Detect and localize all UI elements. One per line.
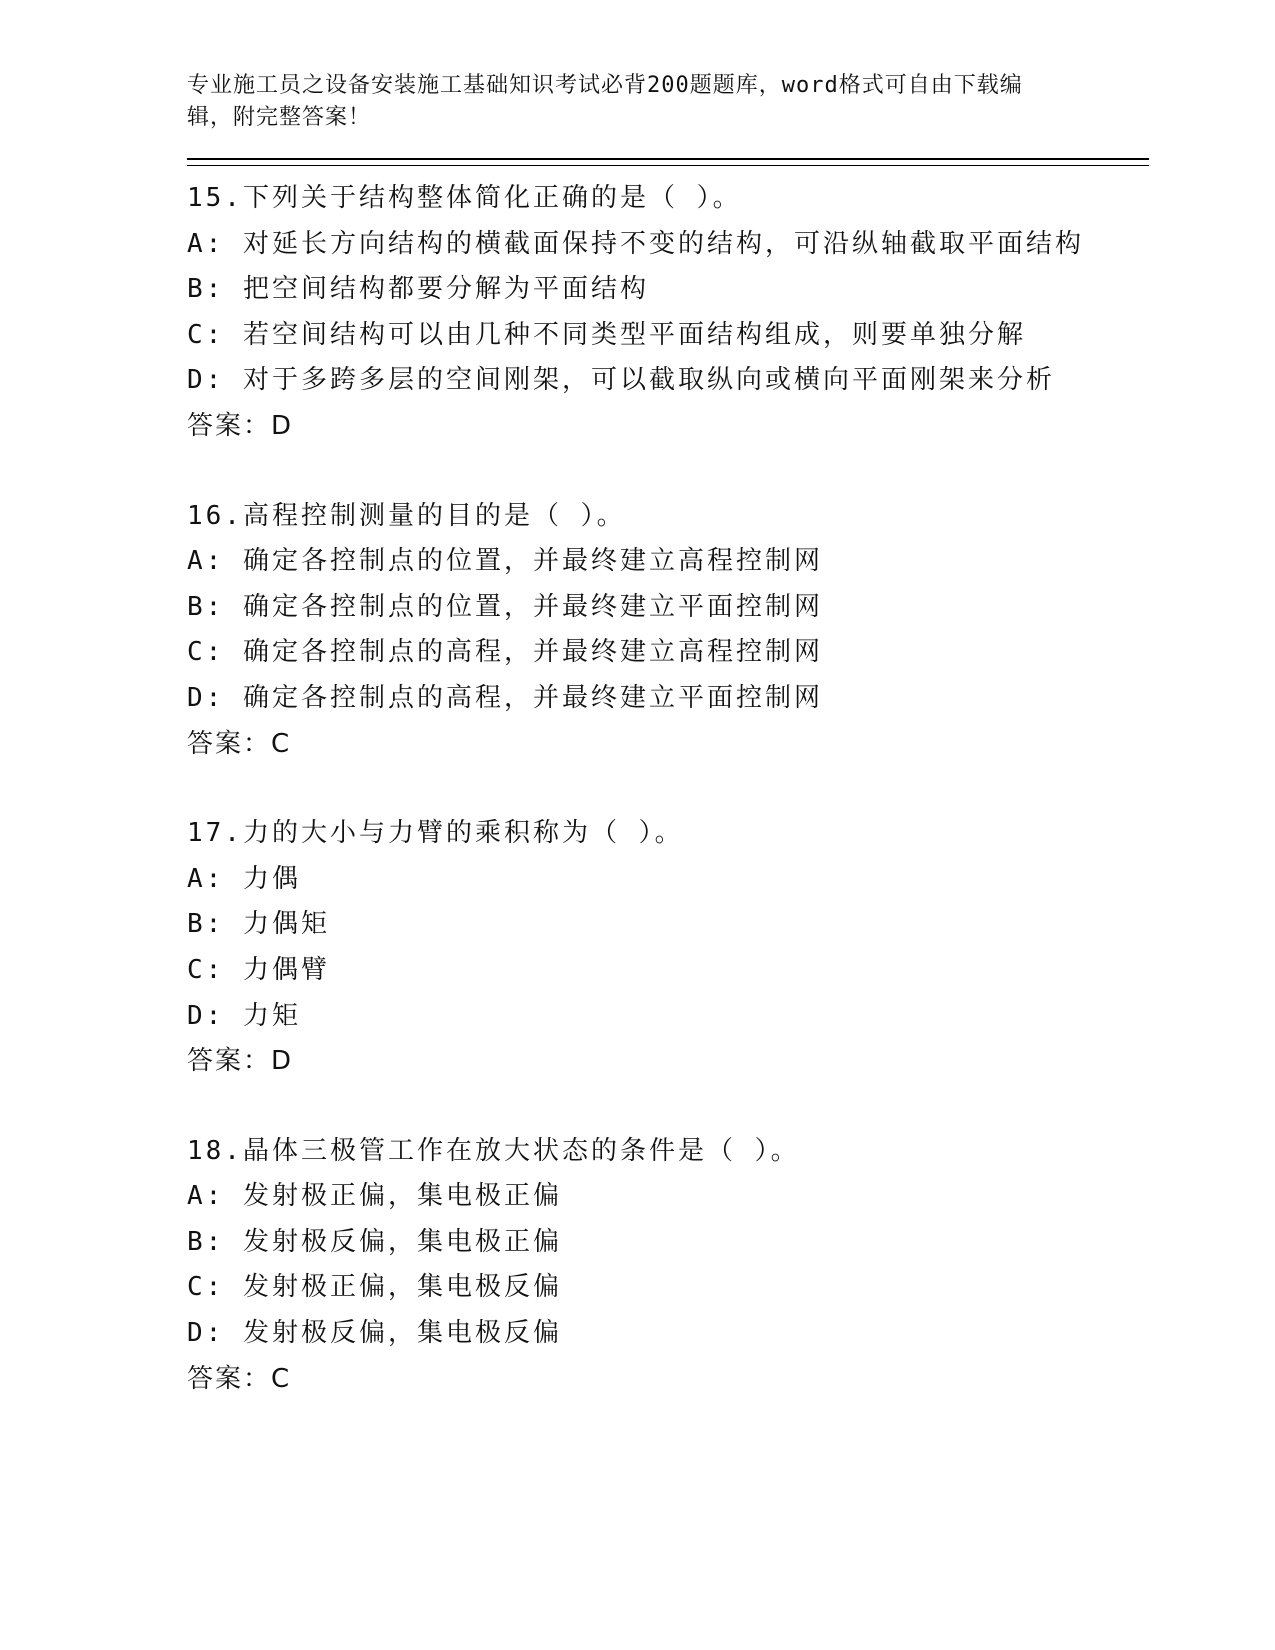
question-stem: 16.高程控制测量的目的是（ ）。 (187, 500, 626, 531)
option-a: A: 力偶 (187, 863, 301, 894)
answer: 答案：C (187, 728, 292, 759)
question-18 (187, 1129, 1147, 1403)
document-page (187, 70, 1147, 1402)
answer: 答案：D (187, 410, 294, 441)
option-b: B: 把空间结构都要分解为平面结构 (187, 274, 649, 305)
option-c: C: 力偶臂 (187, 954, 330, 985)
option-a: A: 确定各控制点的位置，并最终建立高程控制网 (187, 546, 823, 577)
document-header: 专业施工员之设备安装施工基础知识考试必背200题题库，word格式可自由下载编辑，附完整答案！ (187, 73, 1023, 130)
option-c: C: 确定各控制点的高程，并最终建立高程控制网 (187, 637, 823, 668)
option-c: C: 若空间结构可以由几种不同类型平面结构组成，则要单独分解 (187, 319, 1026, 350)
option-c: C: 发射极正偏，集电极反偏 (187, 1272, 562, 1303)
header-divider (187, 158, 1149, 166)
question-stem: 17.力的大小与力臂的乘积称为（ ）。 (187, 818, 684, 849)
answer: 答案：D (187, 1046, 294, 1077)
option-a: A: 对延长方向结构的横截面保持不变的结构，可沿纵轴截取平面结构 (187, 228, 1084, 259)
option-d: D: 发射极反偏，集电极反偏 (187, 1318, 562, 1349)
question-16 (187, 494, 1147, 768)
option-b: B: 力偶矩 (187, 909, 330, 940)
question-15 (187, 176, 1147, 450)
option-d: D: 确定各控制点的高程，并最终建立平面控制网 (187, 682, 823, 713)
option-d: D: 力矩 (187, 1000, 301, 1031)
option-d: D: 对于多跨多层的空间刚架，可以截取纵向或横向平面刚架来分析 (187, 365, 1055, 396)
question-17 (187, 811, 1147, 1085)
option-a: A: 发射极正偏，集电极正偏 (187, 1181, 562, 1212)
question-stem: 15.下列关于结构整体简化正确的是（ ）。 (187, 183, 742, 213)
question-stem: 18.晶体三极管工作在放大状态的条件是（ ）。 (187, 1135, 800, 1166)
option-b: B: 发射极反偏，集电极正偏 (187, 1226, 562, 1257)
option-b: B: 确定各控制点的位置，并最终建立平面控制网 (187, 591, 823, 622)
answer: 答案：C (187, 1363, 292, 1394)
